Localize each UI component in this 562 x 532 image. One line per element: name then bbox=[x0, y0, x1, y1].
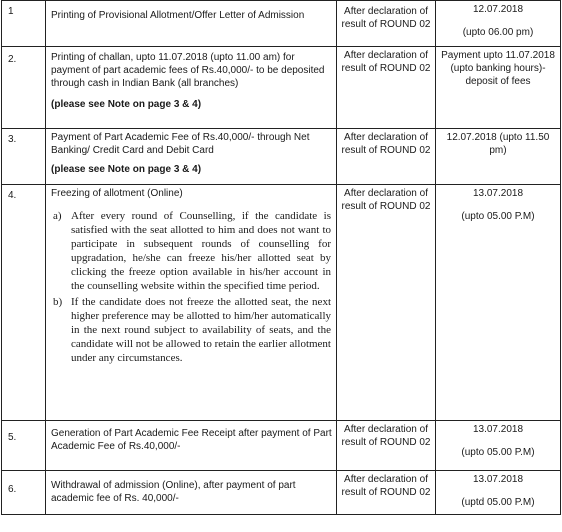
timeline-cell bbox=[436, 471, 561, 515]
timeline-cell: Payment upto 11.07.2018 (upto banking hours)- deposit of fees bbox=[436, 47, 561, 129]
activity-label: Printing of Provisional Allotment/Offer Letter of Admission bbox=[51, 10, 305, 21]
list-item bbox=[51, 295, 333, 365]
timeline-cell bbox=[436, 421, 561, 471]
timeline-cell: 12.07.2018 (upto 11.50 pm) bbox=[436, 129, 561, 185]
timeline-date: 13.07.2018 bbox=[472, 424, 524, 435]
activity-text bbox=[46, 1, 337, 47]
timeline-cell bbox=[436, 185, 561, 421]
date-block: After declaration of result of ROUND 02 bbox=[337, 47, 436, 129]
note-text: (please see Note on page 3 & 4) bbox=[51, 99, 202, 110]
list-item bbox=[51, 209, 333, 293]
table-row bbox=[2, 471, 561, 515]
timeline-time: (upto 05.00 P.M) bbox=[461, 447, 535, 458]
list-item-text: After every round of Counselling, if the candidate is satisfied with the seat allotted to him and does not want to participate in subsequent rounds of counselling for upgradation, he/she can freeze his/her allotted seat by clicking the freeze option available in his/her account in the counselling website within the specified time period. bbox=[71, 210, 331, 292]
serial-number: 4. bbox=[2, 185, 46, 421]
table-row bbox=[2, 1, 561, 47]
serial-number: 6. bbox=[2, 471, 46, 515]
date-block: After declaration of result of ROUND 02 bbox=[337, 471, 436, 515]
activity-label: Generation of Part Academic Fee Receipt after payment of Part Academic Fee of Rs.40,000/- bbox=[51, 428, 332, 452]
timeline-time: (upto 06.00 pm) bbox=[462, 27, 534, 38]
activity-label: Freezing of allotment (Online) bbox=[51, 188, 183, 199]
activity-label: Printing of challan, upto 11.07.2018 (upto 11.00 am) for payment of part academic fees of Rs.40,000/- to be deposited through cash in Indian Bank (all branches) bbox=[51, 52, 325, 89]
activity-label: Withdrawal of admission (Online), after payment of part academic fee of Rs. 40,000/- bbox=[51, 480, 296, 504]
date-block: After declaration of result of ROUND 02 bbox=[337, 129, 436, 185]
list-item-label: a) bbox=[53, 210, 62, 222]
activity-text bbox=[46, 47, 337, 129]
activity-text bbox=[46, 185, 337, 421]
serial-number: 3. bbox=[2, 129, 46, 185]
serial-number: 2. bbox=[2, 47, 46, 129]
table-row bbox=[2, 185, 561, 421]
serial-number: 5. bbox=[2, 421, 46, 471]
timeline-date: 12.07.2018 bbox=[472, 4, 524, 15]
list-item-text: If the candidate does not freeze the allotted seat, the next higher preference may be allotted to him/her automatically in the next round subject to availability of seats, and the candidate will not be allowed to retain the earlier allotment under any circumstances. bbox=[71, 296, 331, 364]
note-text: (please see Note on page 3 & 4) bbox=[51, 164, 202, 175]
date-block: After declaration of result of ROUND 02 bbox=[337, 1, 436, 47]
activity-text bbox=[46, 421, 337, 471]
table-row bbox=[2, 129, 561, 185]
timeline-cell bbox=[436, 1, 561, 47]
schedule-table bbox=[1, 0, 561, 515]
serial-number: 1 bbox=[2, 1, 46, 47]
date-block: After declaration of result of ROUND 02 bbox=[337, 185, 436, 421]
activity-label: Payment of Part Academic Fee of Rs.40,000/- through Net Banking/ Credit Card and Debit Card bbox=[51, 132, 310, 156]
list-item-label: b) bbox=[53, 296, 63, 308]
activity-text bbox=[46, 129, 337, 185]
date-block: After declaration of result of ROUND 02 bbox=[337, 421, 436, 471]
timeline-time: (uptd 05.00 P.M) bbox=[461, 497, 535, 508]
timeline-date: 13.07.2018 bbox=[472, 188, 524, 199]
timeline-date: 13.07.2018 bbox=[472, 474, 524, 485]
timeline-time: (upto 05.00 P.M) bbox=[461, 211, 535, 222]
table-row bbox=[2, 47, 561, 129]
activity-text bbox=[46, 471, 337, 515]
table-row bbox=[2, 421, 561, 471]
